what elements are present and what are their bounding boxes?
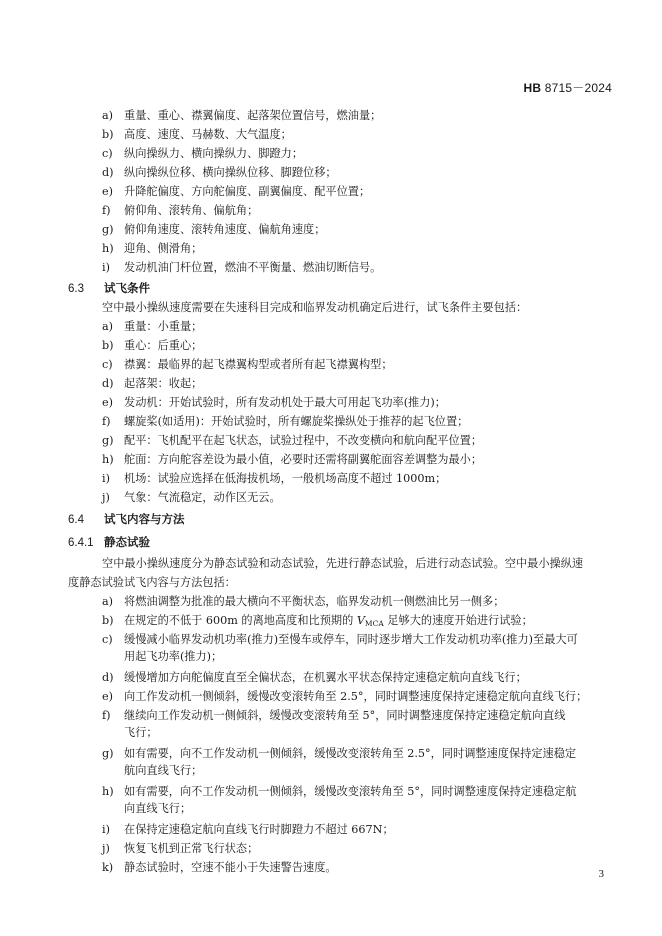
list-marker: e): [102, 690, 113, 703]
list-text: 缓慢减小临界发动机功率(推力)至慢车或停车，同时逐步增大工作发动机功率(推力)至最大可: [124, 633, 578, 646]
list-text: 高度、速度、马赫数、大气温度；: [124, 128, 292, 141]
list-text: 向直线飞行；: [124, 802, 192, 815]
list-text: 纵向操纵力、横向操纵力、脚蹬力；: [124, 147, 304, 160]
list-marker: b): [102, 339, 114, 352]
list-marker: c): [102, 147, 113, 160]
list-text: 舵面：方向舵容差设为最小值，必要时还需将副翼舵面容差调整为最小；: [124, 453, 483, 466]
intro-line: 度静态试验试飞内容与方法包括：: [68, 576, 236, 589]
list-text: 升降舵偏度、方向舵偏度、副翼偏度、配平位置；: [124, 185, 371, 198]
list-text: 向工作发动机一侧倾斜，缓慢改变滚转角至 2.5°，同时调整速度保持定速稳定航向直线飞行；: [124, 690, 588, 703]
intro-line: 空中最小操纵速度分为静态试验和动态试验，先进行静态试验，后进行动态试验。空中最小操纵速: [102, 557, 584, 570]
list-marker: c): [102, 358, 113, 371]
list-marker: b): [102, 128, 114, 141]
list-marker: f): [102, 415, 111, 428]
list-marker: g): [102, 223, 114, 236]
list-marker: i): [102, 823, 110, 836]
section-heading-6-4: [68, 511, 185, 527]
list-marker: g): [102, 747, 114, 760]
list-text: 如有需要，向不工作发动机一侧倾斜，缓慢改变滚转角至 2.5°，同时调整速度保持定速稳定: [124, 747, 577, 760]
list-marker: d): [102, 671, 114, 684]
list-marker: j): [102, 491, 110, 504]
list-text: 在规定的不低于 600m 的离地高度和比预期的 $V_{MCA}$ 足够大的速度开始进行试验；: [124, 614, 533, 628]
list-text: 发动机：开始试验时，所有发动机处于最大可用起飞功率(推力)；: [124, 396, 446, 409]
list-text: 用起飞功率(推力)；: [124, 650, 223, 663]
list-marker: e): [102, 185, 113, 198]
list-text: 纵向操纵位移、横向操纵位移、脚蹬位移；: [124, 166, 337, 179]
list-marker: d): [102, 377, 114, 390]
section-title: 静态试验: [104, 537, 150, 549]
section-intro: 空中最小操纵速度需要在失速科目完成和临界发动机确定后进行，试飞条件主要包括：: [102, 301, 528, 314]
section-title: 试飞条件: [104, 283, 150, 295]
list-marker: b): [102, 614, 114, 627]
list-text: 重量：小重量；: [124, 320, 203, 333]
list-marker: i): [102, 261, 110, 274]
list-text: 恢复飞机到正常飞行状态；: [124, 842, 259, 855]
list-marker: k): [102, 861, 114, 874]
list-text: 机场：试验应选择在低海拔机场，一般机场高度不超过 1000m；: [124, 472, 447, 485]
list-text: 在保持定速稳定航向直线飞行时脚蹬力不超过 667N；: [124, 823, 394, 836]
list-marker: i): [102, 472, 110, 485]
list-marker: a): [102, 109, 114, 122]
list-text: 缓慢增加方向舵偏度直至全偏状态，在机翼水平状态保持定速稳定航向直线飞行；: [124, 671, 527, 684]
list-marker: h): [102, 453, 114, 466]
list-marker: f): [102, 709, 111, 722]
list-text: 俯仰角速度、滚转角速度、偏航角速度；: [124, 223, 326, 236]
section-number: 6.4: [68, 514, 84, 526]
standard-code: HB: [523, 81, 542, 95]
section-intro: [68, 556, 608, 590]
section-title: 试飞内容与方法: [104, 514, 185, 526]
section-number: 6.4.1: [68, 537, 94, 549]
section-heading-6-3: [68, 280, 150, 296]
list-marker: h): [102, 785, 114, 798]
list-marker: g): [102, 434, 114, 447]
list-text: 如有需要，向不工作发动机一侧倾斜，缓慢改变滚转角至 5°，同时调整速度保持定速稳定航: [124, 785, 577, 798]
list-text: 螺旋桨(如适用)：开始试验时，所有螺旋桨操纵处于推荐的起飞位置；: [124, 415, 469, 428]
list-text: 重量、重心、襟翼偏度、起落架位置信号，燃油量；: [124, 109, 382, 122]
section-number: 6.3: [68, 283, 84, 295]
list-marker: j): [102, 842, 110, 855]
list-text: 重心：后重心；: [124, 339, 203, 352]
list-marker: h): [102, 242, 114, 255]
list-text: 将燃油调整为批准的最大横向不平衡状态，临界发动机一侧燃油比另一侧多；: [124, 595, 505, 608]
standard-header: [524, 79, 612, 96]
page-number: 3: [598, 868, 604, 880]
list-text: 继续向工作发动机一侧倾斜，缓慢改变滚转角至 5°，同时调整速度保持定速稳定航向直线: [124, 709, 566, 722]
list-text: 航向直线飞行；: [124, 764, 203, 777]
list-marker: f): [102, 204, 111, 217]
section-heading-6-4-1: [68, 534, 150, 550]
list-text: 静态试验时，空速不能小于失速警告速度。: [124, 861, 337, 874]
list-text: 迎角、侧滑角；: [124, 242, 203, 255]
list-text: 气象：气流稳定，动作区无云。: [124, 491, 281, 504]
list-text: 配平：飞机配平在起飞状态，试验过程中，不改变横向和航向配平位置；: [124, 434, 483, 447]
list-text: 发动机油门杆位置，燃油不平衡量、燃油切断信号。: [124, 261, 382, 274]
list-text: 飞行；: [124, 726, 158, 739]
standard-number: 8715－2024: [544, 81, 612, 95]
list-marker: a): [102, 595, 114, 608]
list-marker: e): [102, 396, 113, 409]
list-marker: d): [102, 166, 114, 179]
list-text: 起落架：收起；: [124, 377, 203, 390]
list-text: 襟翼：最临界的起飞襟翼构型或者所有起飞襟翼构型；: [124, 358, 393, 371]
list-marker: c): [102, 633, 113, 646]
list-marker: a): [102, 320, 114, 333]
list-text: 俯仰角、滚转角、偏航角；: [124, 204, 259, 217]
